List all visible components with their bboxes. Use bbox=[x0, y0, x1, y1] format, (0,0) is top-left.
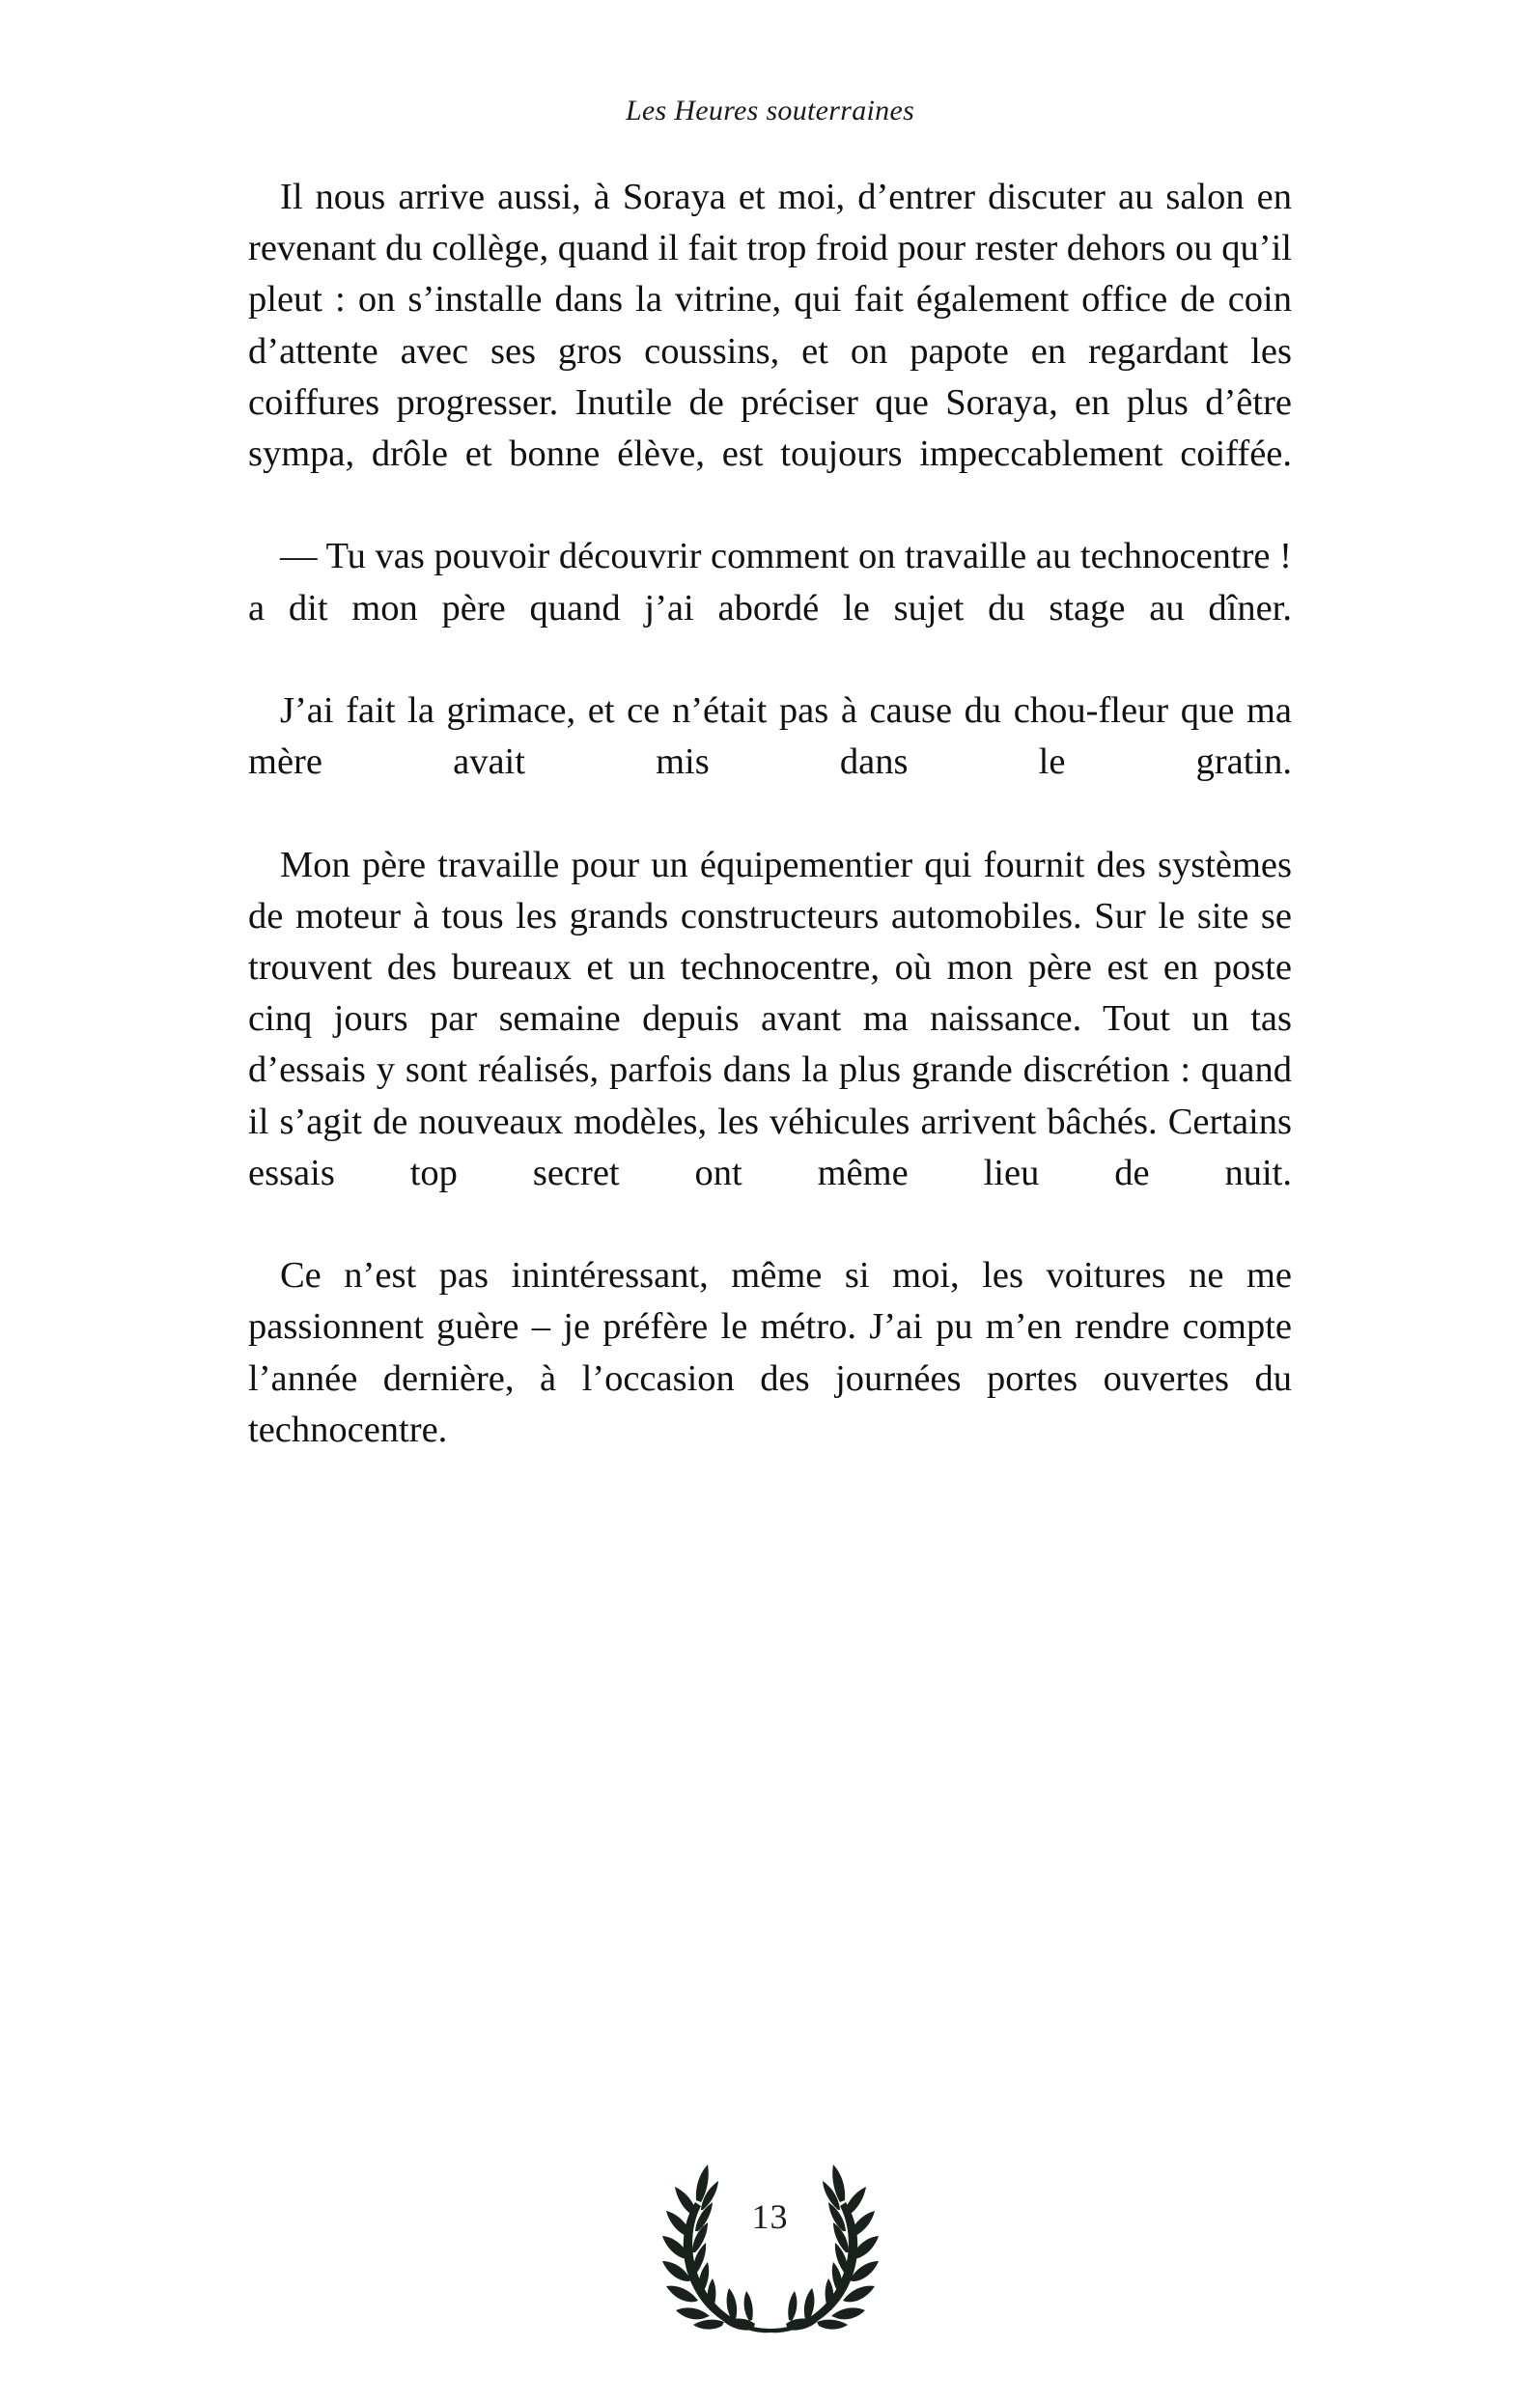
page-number: 13 bbox=[751, 2197, 789, 2236]
body-text bbox=[248, 172, 1292, 1507]
paragraph: Ce n’est pas inintéressant, même si moi, les voitures ne me passionnent guère – je préfère le métro. J’ai pu m’en rendre compte l’année dernière, à l’occasion des journées portes ouvertes du technocentre. bbox=[248, 1255, 1292, 1450]
running-head: Les Heures souterraines bbox=[625, 95, 915, 126]
page-footer bbox=[0, 2146, 1540, 2359]
paragraph: Il nous arrive aussi, à Soraya et moi, d’entrer discuter au salon en revenant du collège, quand il fait trop froid pour rester dehors ou qu’il pleut : on s’installe dans la vitrine, qui fait également office de coin d’attente avec ses gros coussins, et on papote en regardant les coiffures progresser. Inutile de préciser que Soraya, en plus d’être sympa, drôle et bonne élève, est toujours impeccablement coiffée. bbox=[248, 177, 1292, 475]
paragraph: J’ai fait la grimace, et ce n’était pas à cause du chou-fleur que ma mère avait mis dans le gratin. bbox=[248, 690, 1292, 783]
paragraph-dialogue: — Tu vas pouvoir découvrir comment on travaille au technocentre ! a dit mon père quand j’ai abordé le sujet du stage au dîner. bbox=[248, 536, 1292, 629]
paragraph: Mon père travaille pour un équipementier qui fournit des systèmes de moteur à tous les grands constructeurs automobiles. Sur le site se trouvent des bureaux et un technocentre, où mon père est en poste cinq jours par semaine depuis avant ma naissance. Tout un tas d’essais y sont réalisés, parfois dans la plus grande discrétion : quand il s’agit de nouveaux modèles, les véhicules arrivent bâchés. Certains essais top secret ont même lieu de nuit. bbox=[248, 844, 1292, 1193]
laurel-wreath-icon bbox=[657, 2146, 884, 2335]
